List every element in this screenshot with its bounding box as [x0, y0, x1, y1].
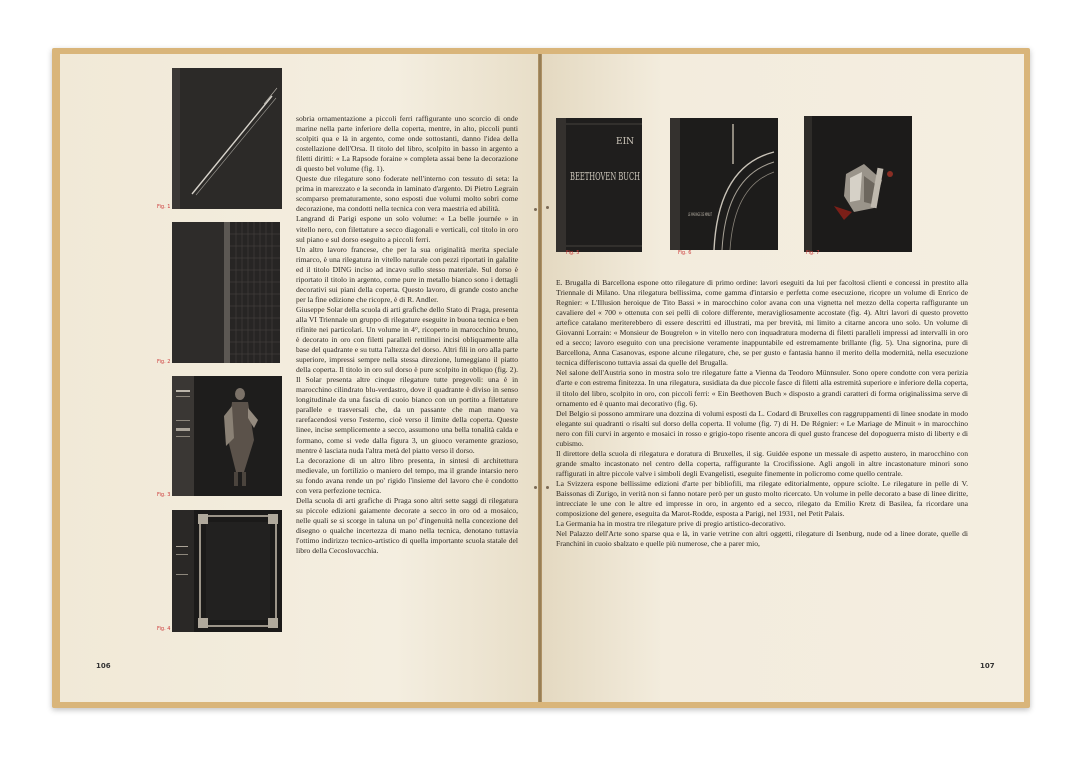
figure-6-plate [670, 118, 778, 250]
right-page [542, 54, 1024, 702]
figure-4-plate [172, 510, 282, 632]
figure-5-label: Fig. 5 [566, 250, 580, 256]
figure-2-plate [172, 222, 280, 363]
paragraph: Il direttore della scuola di rilegatura e doratura di Bruxelles, il sig. Guidée espone un messale di aspetto austero, in marocchino con grande smalto incastonato nel centro della coperta, raffigurante la Crocifissione. Agli angoli in altre incastonature minori sono raffigurati in altre piccole valve i simboli degli Evangelisti, eseguite finemente in policromo come quello centrale. [556, 448, 968, 478]
paragraph: Nel Palazzo dell'Arte sono sparse qua e là, in varie vetrine con altri oggetti, rilegature di Isenburg, nude od a linee dorate, quelle di Franchini in cuoio sbalzato e quelle più numerose, che a parer mio, [556, 529, 968, 549]
figure-7-plate [804, 116, 912, 252]
page-number-left: 106 [96, 662, 111, 670]
paragraph: E. Brugalla di Barcellona espone otto rilegature di primo ordine: lavori eseguiti da lui per facoltosi clienti e concessi in prestito alla Triennale di Milano. Una rilegatura bellissima, come gamma d'intarsio e perfetta come esecuzione, ricopre un volume di Enrico de Regnier: « L'Illusion heroique de Tito Bassi » in marocchino color avana con una vignetta nel mezzo della coperta raffigurante un cavaliere del « 700 » ottenuta con sei pelli di colore differente, meravigliosamente accostate (fig. 4). Altri lavori di questo provetto artefice catalano meriterebbero di essere descritti ed illustrati, ma per brevità, mi limito a citarne ancora uno solo. Un volume di Giovanni Lorrain: « Monsieur de Bougrelon » in vitello nero con inquadratura moderna di filetti paralleli impressi ad intervalli in oro ed a secco; lavoro eseguito con una precisione veramente inappuntabile ed estremamente brillante (fig. 5). Una signorina, pure di Barcellona, Anna Casanovas, espone alcune rilegature, che, se per gusto e fantasia hanno il merito della modernità, nella esecuzione tecnica differiscono tuttavia assai da quelle del Brugalla. [556, 278, 968, 368]
figure-1-label: Fig. 1 [157, 204, 171, 210]
figure-6-label: Fig. 6 [678, 250, 692, 256]
paragraph: Langrand di Parigi espone un solo volume: « La belle journée » in vitello nero, con filettature a secco diagonali e verticali, col titolo in oro sul piano e sul dorso eseguito a piccoli ferri. [296, 214, 518, 244]
paragraph: La Svizzera espone bellissime edizioni d'arte per bibliofili, ma rilegate editorialmente, oppure sciolte. Le rilegature in pelle di V. Baissonas di Zurigo, in verità non si fanno notare però per un gusto molto ricercato. Un volume in pelle decorato a base di linee diritte, intrecciate le une con le altre ed impresse in oro, in argento ed a secco, rilegato da Emilio Kretz di Basilea, fa ricordare una composizione del genere, eseguita da Marot-Rodde, esposta a Parigi, nel 1931, nel Petit Palais. [556, 478, 968, 519]
figure-2-label: Fig. 2 [157, 359, 171, 365]
binding-stitch [534, 208, 537, 211]
paragraph: Della scuola di arti grafiche di Praga sono altri sette saggi di rilegatura su piccole edizioni gaiamente decorate a secco in oro od a mosaico, nelle quali se si scorge in taluna un po' d'ingenuità nella concezione del disegno o qualche incertezza di mano nella tecnica, denotano tuttavia l'ottimo indirizzo tecnico-artistico di quella importante scuola statale del libro della Cecoslovacchia. [296, 495, 518, 556]
paragraph: La Germania ha in mostra tre rilegature prive di pregio artistico-decorativo. [556, 519, 786, 529]
left-page [60, 54, 538, 702]
page-number-right: 107 [980, 662, 995, 670]
cover-title-text: BEETHOVEN BUCH [570, 170, 640, 183]
figure-5-plate [556, 118, 642, 252]
binding-stitch [534, 486, 537, 489]
binding-stitch [546, 206, 549, 209]
paragraph: Giuseppe Solar della scuola di arti grafiche dello Stato di Praga, presenta alla VI Triennale un gruppo di rilegature eseguite in buona tecnica e ben rifinite nei particolari. Un volume in 4°, ricoperto in marocchino bruno, è decorato in oro con filetti paralleli rettilinei incisi obliquamente alla base del quadrante e su tutta l'altezza del dorso. Altri fili in oro alla parte superiore, impressi sempre nella stessa direzione, lumeggiano il piatto della coperta. Il titolo in oro sul dorso è pure scolpito in obliquo (fig. 2). Il Solar presenta altre cinque rilegature tutte pregevoli: una è in marocchino cilindrato blu-verdastro, dove il quadrante è diviso in senso longitudinale da una fascia di cuoio bianco con un portito a filettature parallele e trasversali che, da un passante che man mano va rarefacendosi verso l'esterno, cioè verso il limite della coperta. Queste linee, incise semplicemente a secco, assumono una bella tonalità calda e formano, come si vede dalla figura 3, un giuoco veramente grazioso, mentre è lasciata nuda l'altra metà del piatto verso il dorso. [296, 304, 518, 455]
left-text-column [296, 114, 518, 556]
figure-3-label: Fig. 3 [157, 492, 171, 498]
paragraph: Del Belgio si possono ammirare una dozzina di volumi esposti da L. Codard di Bruxelles con raggruppamenti di linee snodate in modo elegante sui quadranti o risalti sul dorso della coperta. Il volume (fig. 7) di H. De Régnier: « Le Mariage de Minuit » in marocchino nero con fili curvi in argento e mosaici in rosso e grigio-topo risente ancora di quel gusto francese del dopoguerra misto di liberty e di cubismo. [556, 408, 968, 448]
paragraph: Un altro lavoro francese, che per la sua originalità merita speciale rimarco, è una rilegatura in vitello naturale con pezzi riportati in galalite ed il titolo DING inciso ad incavo sullo stesso materiale. Sul dorso è riportato il titolo in argento, come pure in metallo bianco sono i dettagli decorativi sui piani della coperta. Questo lavoro, di grande costo anche per la fine edizione che ricopre, è di R. Andler. [296, 244, 518, 304]
cover-prefix-text: EIN [616, 137, 634, 147]
cover-title-text: LE MARIAGE DE MINUIT [688, 212, 713, 217]
figure-1-plate [172, 68, 282, 209]
paragraph: La decorazione di un altro libro presenta, in sintesi di architettura medievale, un fortilizio o maniero del tempo, ma il grande intarsio nero su fondo avana rende un po' rigido l'insieme del lavoro che è condotto con vera perfezione tecnica. [296, 455, 518, 495]
figure-7-label: Fig. 7 [806, 250, 820, 256]
figure-3-plate [172, 376, 282, 496]
paragraph: Queste due rilegature sono foderate nell'interno con tessuto di seta: la prima in marezzato e la seconda in laminato d'argento. Di Pietro Legrain scomparso prematuramente, sono esposti due volumi molto sobri come decorazione, ma condotti nella tecnica con vera maestria ed abilità. [296, 174, 518, 214]
right-text-column [556, 278, 968, 549]
figure-4-label: Fig. 4 [157, 626, 171, 632]
book-spread [52, 48, 1030, 708]
paragraph: sobria ornamentazione a piccoli ferri raffigurante uno scorcio di onde marine nella parte inferiore della coperta, mentre, in alto, piccoli punti scolpiti qua e là in argento, come onde sottostanti, danno l'idea della costellazione dell'Orsa. Il titolo del libro, scolpito in basso in argento a filetti diritti: « La Rapsode foraine » completa assai bene la decorazione di questo bel volume (fig. 1). [296, 114, 518, 174]
paragraph: Nel salone dell'Austria sono in mostra solo tre rilegature fatte a Vienna da Teodoro Münnsuler. Sono opere condotte con vera perizia d'arte e con estrema finitezza. In una rilegatura, susidiata da due piccole fasce di filetti alla estremità superiore e inferiore della coperta, il titolo del libro, scolpito in oro, con piccoli ferri: « Ein Beethoven Buch » disposto a grandi caratteri di forma originalissima serve di ornamento ed è quanto mai decorativo (fig. 6). [556, 368, 968, 408]
binding-stitch [546, 486, 549, 489]
